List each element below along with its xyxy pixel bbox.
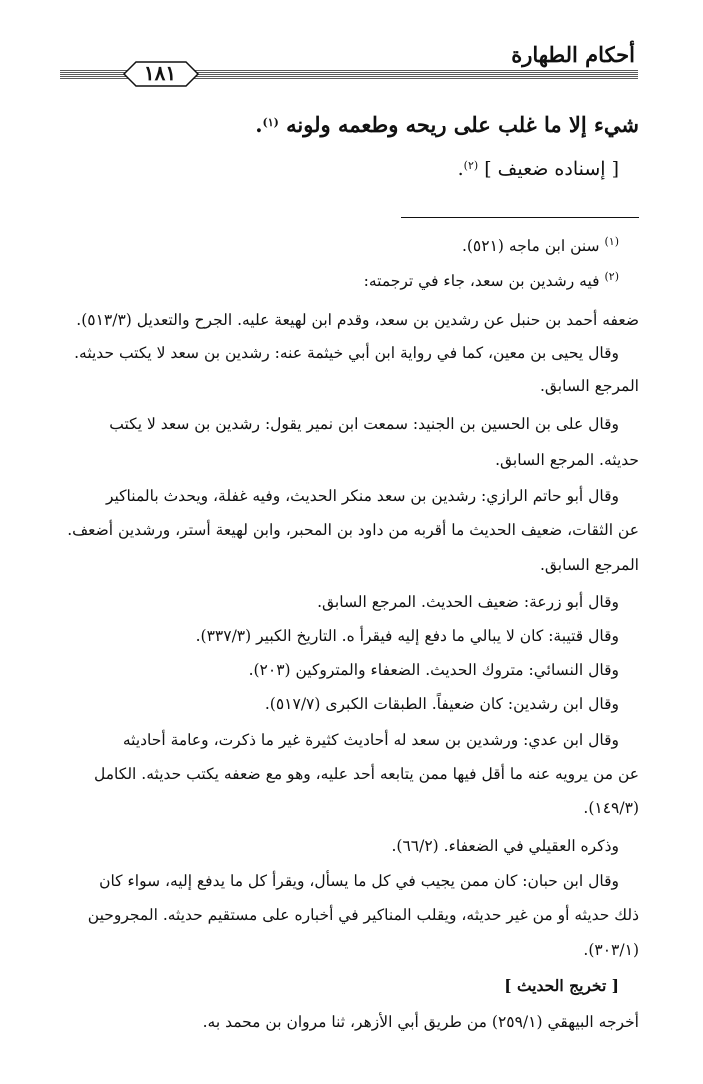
footnote-line: المرجع السابق. [539, 556, 639, 574]
footnote-1-text: سنن ابن ماجه (٥٢١). [461, 237, 600, 255]
footnote-separator [401, 217, 639, 218]
footnote-line: وقال قتيبة: كان لا يبالي ما دفع إليه فيقرأ ه. التاريخ الكبير (٣٣٧/٣). [195, 627, 619, 645]
takhrij-heading: [ تخريج الحديث ] [504, 976, 619, 995]
hadith-text-line [59, 112, 639, 137]
footnote-line: ذلك حديثه أو من غير حديثه، ويقلب المناكير في أخباره على مستقيم حديثه. المجروحين [87, 906, 639, 924]
footnote-line: وقال على بن الحسين بن الجنيد: سمعت ابن نمير يقول: رشدين بن سعد لا يكتب [109, 415, 619, 433]
footnote-line: (٣٠٣/١). [583, 941, 639, 959]
book-title: أحكام الطهارة [511, 42, 635, 67]
footnote-line: (١٤٩/٣). [583, 799, 639, 817]
footnote-line: أخرجه البيهقي (٢٥٩/١) من طريق أبي الأزهر، ثنا مروان بن محمد به. [202, 1013, 639, 1031]
footnote-line: وقال النسائي: متروك الحديث. الضعفاء والمتروكين (٢٠٣). [248, 661, 619, 679]
isnad-text: [ إسناده ضعيف ] [484, 158, 619, 180]
footnote-line: وذكره العقيلي في الضعفاء. (٦٦/٢). [391, 837, 619, 855]
footnote-line: وقال أبو حاتم الرازي: رشدين بن سعد منكر الحديث، وفيه غفلة، ويحدث بالمناكير [105, 487, 619, 505]
hadith-text-end: . [255, 112, 263, 137]
footnote-2-intro: فيه رشدين بن سعد، جاء في ترجمته: [363, 272, 600, 290]
footnote-line: عن من يرويه عنه ما أقل فيها ممن يتابعه أحد عليه، وهو مع ضعفه يكتب حديثه. الكامل [94, 765, 639, 783]
footnote-ref-1: (١) [262, 116, 279, 129]
footnote-line: حديثه. المرجع السابق. [495, 451, 639, 469]
footnote-ref-2: (٢) [463, 159, 479, 172]
footnote-line: وقال يحيى بن معين، كما في رواية ابن أبي خيثمة عنه: رشدين بن سعد لا يكتب حديثه. [74, 344, 619, 362]
footnote-2-mark: (٢) [604, 270, 619, 283]
footnote-1 [39, 232, 619, 256]
footnote-line: ضعفه أحمد بن حنبل عن رشدين بن سعد، وقدم ابن لهيعة عليه. الجرح والتعديل (٥١٣/٣). [76, 311, 639, 329]
footnote-1-mark: (١) [604, 235, 619, 248]
footnote-line: وقال ابن رشدين: كان ضعيفاً. الطبقات الكبرى (٥١٧/٧). [264, 695, 619, 713]
footnote-line: وقال ابن عدي: ورشدين بن سعد له أحاديث كثيرة غير ما ذكرت، وعامة أحاديثه [122, 731, 619, 749]
isnad-end: . [457, 158, 464, 180]
footnote-line: عن الثقات، ضعيف الحديث ما أقربه من داود بن المحبر، وابن لهيعة أستر، ورشدين أضعف. [67, 521, 639, 539]
footnote-2 [39, 267, 619, 291]
isnad-grade [39, 158, 619, 180]
footnote-line: وقال أبو زرعة: ضعيف الحديث. المرجع السابق. [317, 593, 619, 611]
footnote-line: المرجع السابق. [539, 377, 639, 395]
hadith-text: شيء إلا ما غلب على ريحه وطعمه ولونه [286, 112, 639, 137]
footnote-line: وقال ابن حبان: كان ممن يجيب في كل ما يسأل، ويقرأ كل ما يدفع إليه، سواء كان [99, 872, 619, 890]
page-number: ١٨١ [143, 61, 177, 85]
